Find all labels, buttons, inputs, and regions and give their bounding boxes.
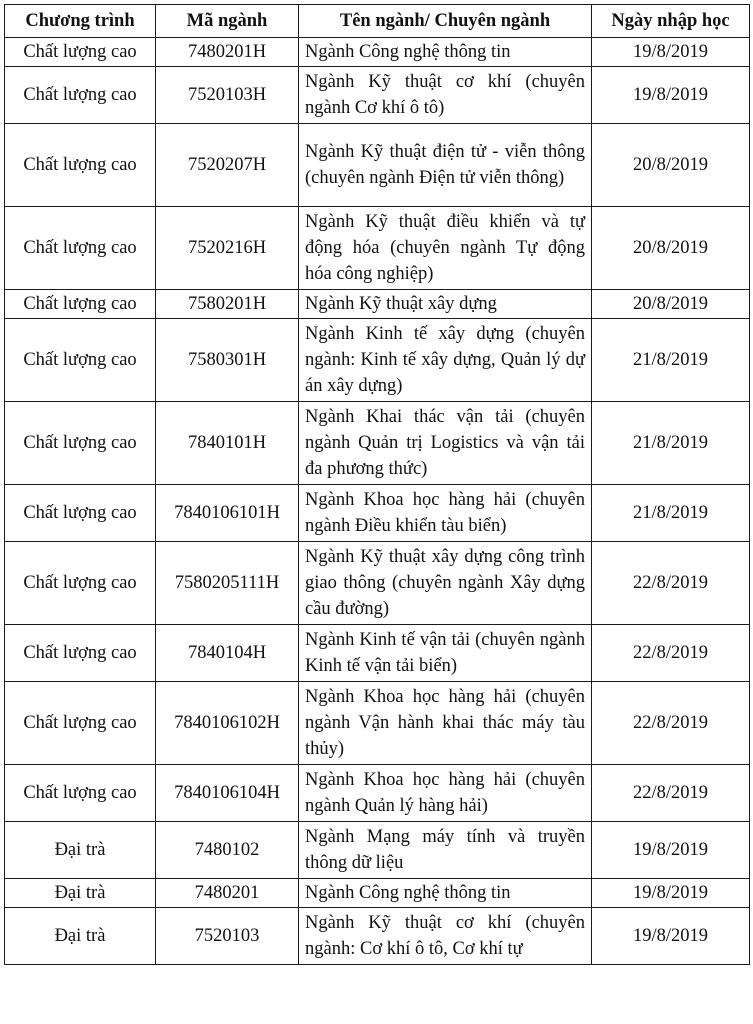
table-row xyxy=(5,124,750,207)
enrollment-date-cell: 20/8/2019 xyxy=(592,124,750,207)
major-code-cell: 7840101H xyxy=(156,402,299,485)
table-row xyxy=(5,879,750,908)
major-name-cell: Ngành Kỹ thuật xây dựng công trình giao thông (chuyên ngành Xây dựng cầu đường) xyxy=(299,542,592,625)
major-code-cell: 7840106104H xyxy=(156,765,299,822)
program-cell: Chất lượng cao xyxy=(5,765,156,822)
table-row xyxy=(5,908,750,965)
major-code-cell: 7480201H xyxy=(156,38,299,67)
header-code: Mã ngành xyxy=(156,5,299,38)
major-code-cell: 7520207H xyxy=(156,124,299,207)
table-row xyxy=(5,38,750,67)
enrollment-date-cell: 21/8/2019 xyxy=(592,402,750,485)
enrollment-date-cell: 19/8/2019 xyxy=(592,38,750,67)
enrollment-date-cell: 22/8/2019 xyxy=(592,625,750,682)
table-row xyxy=(5,207,750,290)
major-name-cell: Ngành Kinh tế vận tải (chuyên ngành Kinh tế vận tải biển) xyxy=(299,625,592,682)
program-cell: Chất lượng cao xyxy=(5,67,156,124)
program-cell: Chất lượng cao xyxy=(5,124,156,207)
major-name-cell: Ngành Công nghệ thông tin xyxy=(299,38,592,67)
enrollment-date-cell: 19/8/2019 xyxy=(592,879,750,908)
enrollment-date-cell: 22/8/2019 xyxy=(592,542,750,625)
major-code-cell: 7480201 xyxy=(156,879,299,908)
major-code-cell: 7520103 xyxy=(156,908,299,965)
program-cell: Chất lượng cao xyxy=(5,542,156,625)
program-cell: Chất lượng cao xyxy=(5,682,156,765)
enrollment-date-cell: 19/8/2019 xyxy=(592,822,750,879)
major-code-cell: 7520103H xyxy=(156,67,299,124)
major-code-cell: 7840104H xyxy=(156,625,299,682)
header-major-name: Tên ngành/ Chuyên ngành xyxy=(299,5,592,38)
admission-schedule-table xyxy=(4,4,750,965)
program-cell: Đại trà xyxy=(5,822,156,879)
major-code-cell: 7580301H xyxy=(156,319,299,402)
enrollment-date-cell: 21/8/2019 xyxy=(592,319,750,402)
major-name-cell: Ngành Khoa học hàng hải (chuyên ngành Quản lý hàng hải) xyxy=(299,765,592,822)
table-row xyxy=(5,625,750,682)
major-code-cell: 7840106102H xyxy=(156,682,299,765)
table-row xyxy=(5,319,750,402)
enrollment-date-cell: 22/8/2019 xyxy=(592,682,750,765)
program-cell: Chất lượng cao xyxy=(5,207,156,290)
enrollment-date-cell: 20/8/2019 xyxy=(592,290,750,319)
major-code-cell: 7480102 xyxy=(156,822,299,879)
major-name-cell: Ngành Kỹ thuật cơ khí (chuyên ngành Cơ khí ô tô) xyxy=(299,67,592,124)
table-row xyxy=(5,822,750,879)
major-name-cell: Ngành Công nghệ thông tin xyxy=(299,879,592,908)
major-code-cell: 7580201H xyxy=(156,290,299,319)
enrollment-date-cell: 21/8/2019 xyxy=(592,485,750,542)
table-row xyxy=(5,682,750,765)
table-row xyxy=(5,290,750,319)
program-cell: Đại trà xyxy=(5,908,156,965)
program-cell: Chất lượng cao xyxy=(5,38,156,67)
major-name-cell: Ngành Khoa học hàng hải (chuyên ngành Vận hành khai thác máy tàu thủy) xyxy=(299,682,592,765)
table-row xyxy=(5,542,750,625)
major-name-cell: Ngành Mạng máy tính và truyền thông dữ liệu xyxy=(299,822,592,879)
major-code-cell: 7580205111H xyxy=(156,542,299,625)
header-program: Chương trình xyxy=(5,5,156,38)
major-name-cell: Ngành Khai thác vận tải (chuyên ngành Quản trị Logistics và vận tải đa phương thức) xyxy=(299,402,592,485)
program-cell: Chất lượng cao xyxy=(5,319,156,402)
enrollment-date-cell: 19/8/2019 xyxy=(592,67,750,124)
major-code-cell: 7840106101H xyxy=(156,485,299,542)
program-cell: Chất lượng cao xyxy=(5,485,156,542)
enrollment-date-cell: 22/8/2019 xyxy=(592,765,750,822)
major-name-cell: Ngành Khoa học hàng hải (chuyên ngành Điều khiển tàu biển) xyxy=(299,485,592,542)
program-cell: Chất lượng cao xyxy=(5,402,156,485)
program-cell: Đại trà xyxy=(5,879,156,908)
major-name-cell: Ngành Kỹ thuật xây dựng xyxy=(299,290,592,319)
major-name-cell: Ngành Kinh tế xây dựng (chuyên ngành: Kinh tế xây dựng, Quản lý dự án xây dựng) xyxy=(299,319,592,402)
table-row xyxy=(5,67,750,124)
header-enrollment-date: Ngày nhập học xyxy=(592,5,750,38)
program-cell: Chất lượng cao xyxy=(5,625,156,682)
table-row xyxy=(5,402,750,485)
enrollment-date-cell: 20/8/2019 xyxy=(592,207,750,290)
table-row xyxy=(5,765,750,822)
enrollment-date-cell: 19/8/2019 xyxy=(592,908,750,965)
major-name-cell: Ngành Kỹ thuật điện tử - viễn thông (chuyên ngành Điện tử viễn thông) xyxy=(299,124,592,207)
major-code-cell: 7520216H xyxy=(156,207,299,290)
major-name-cell: Ngành Kỹ thuật cơ khí (chuyên ngành: Cơ khí ô tô, Cơ khí tự xyxy=(299,908,592,965)
table-row xyxy=(5,485,750,542)
major-name-cell: Ngành Kỹ thuật điều khiển và tự động hóa (chuyên ngành Tự động hóa công nghiệp) xyxy=(299,207,592,290)
table-header-row xyxy=(5,5,750,38)
program-cell: Chất lượng cao xyxy=(5,290,156,319)
